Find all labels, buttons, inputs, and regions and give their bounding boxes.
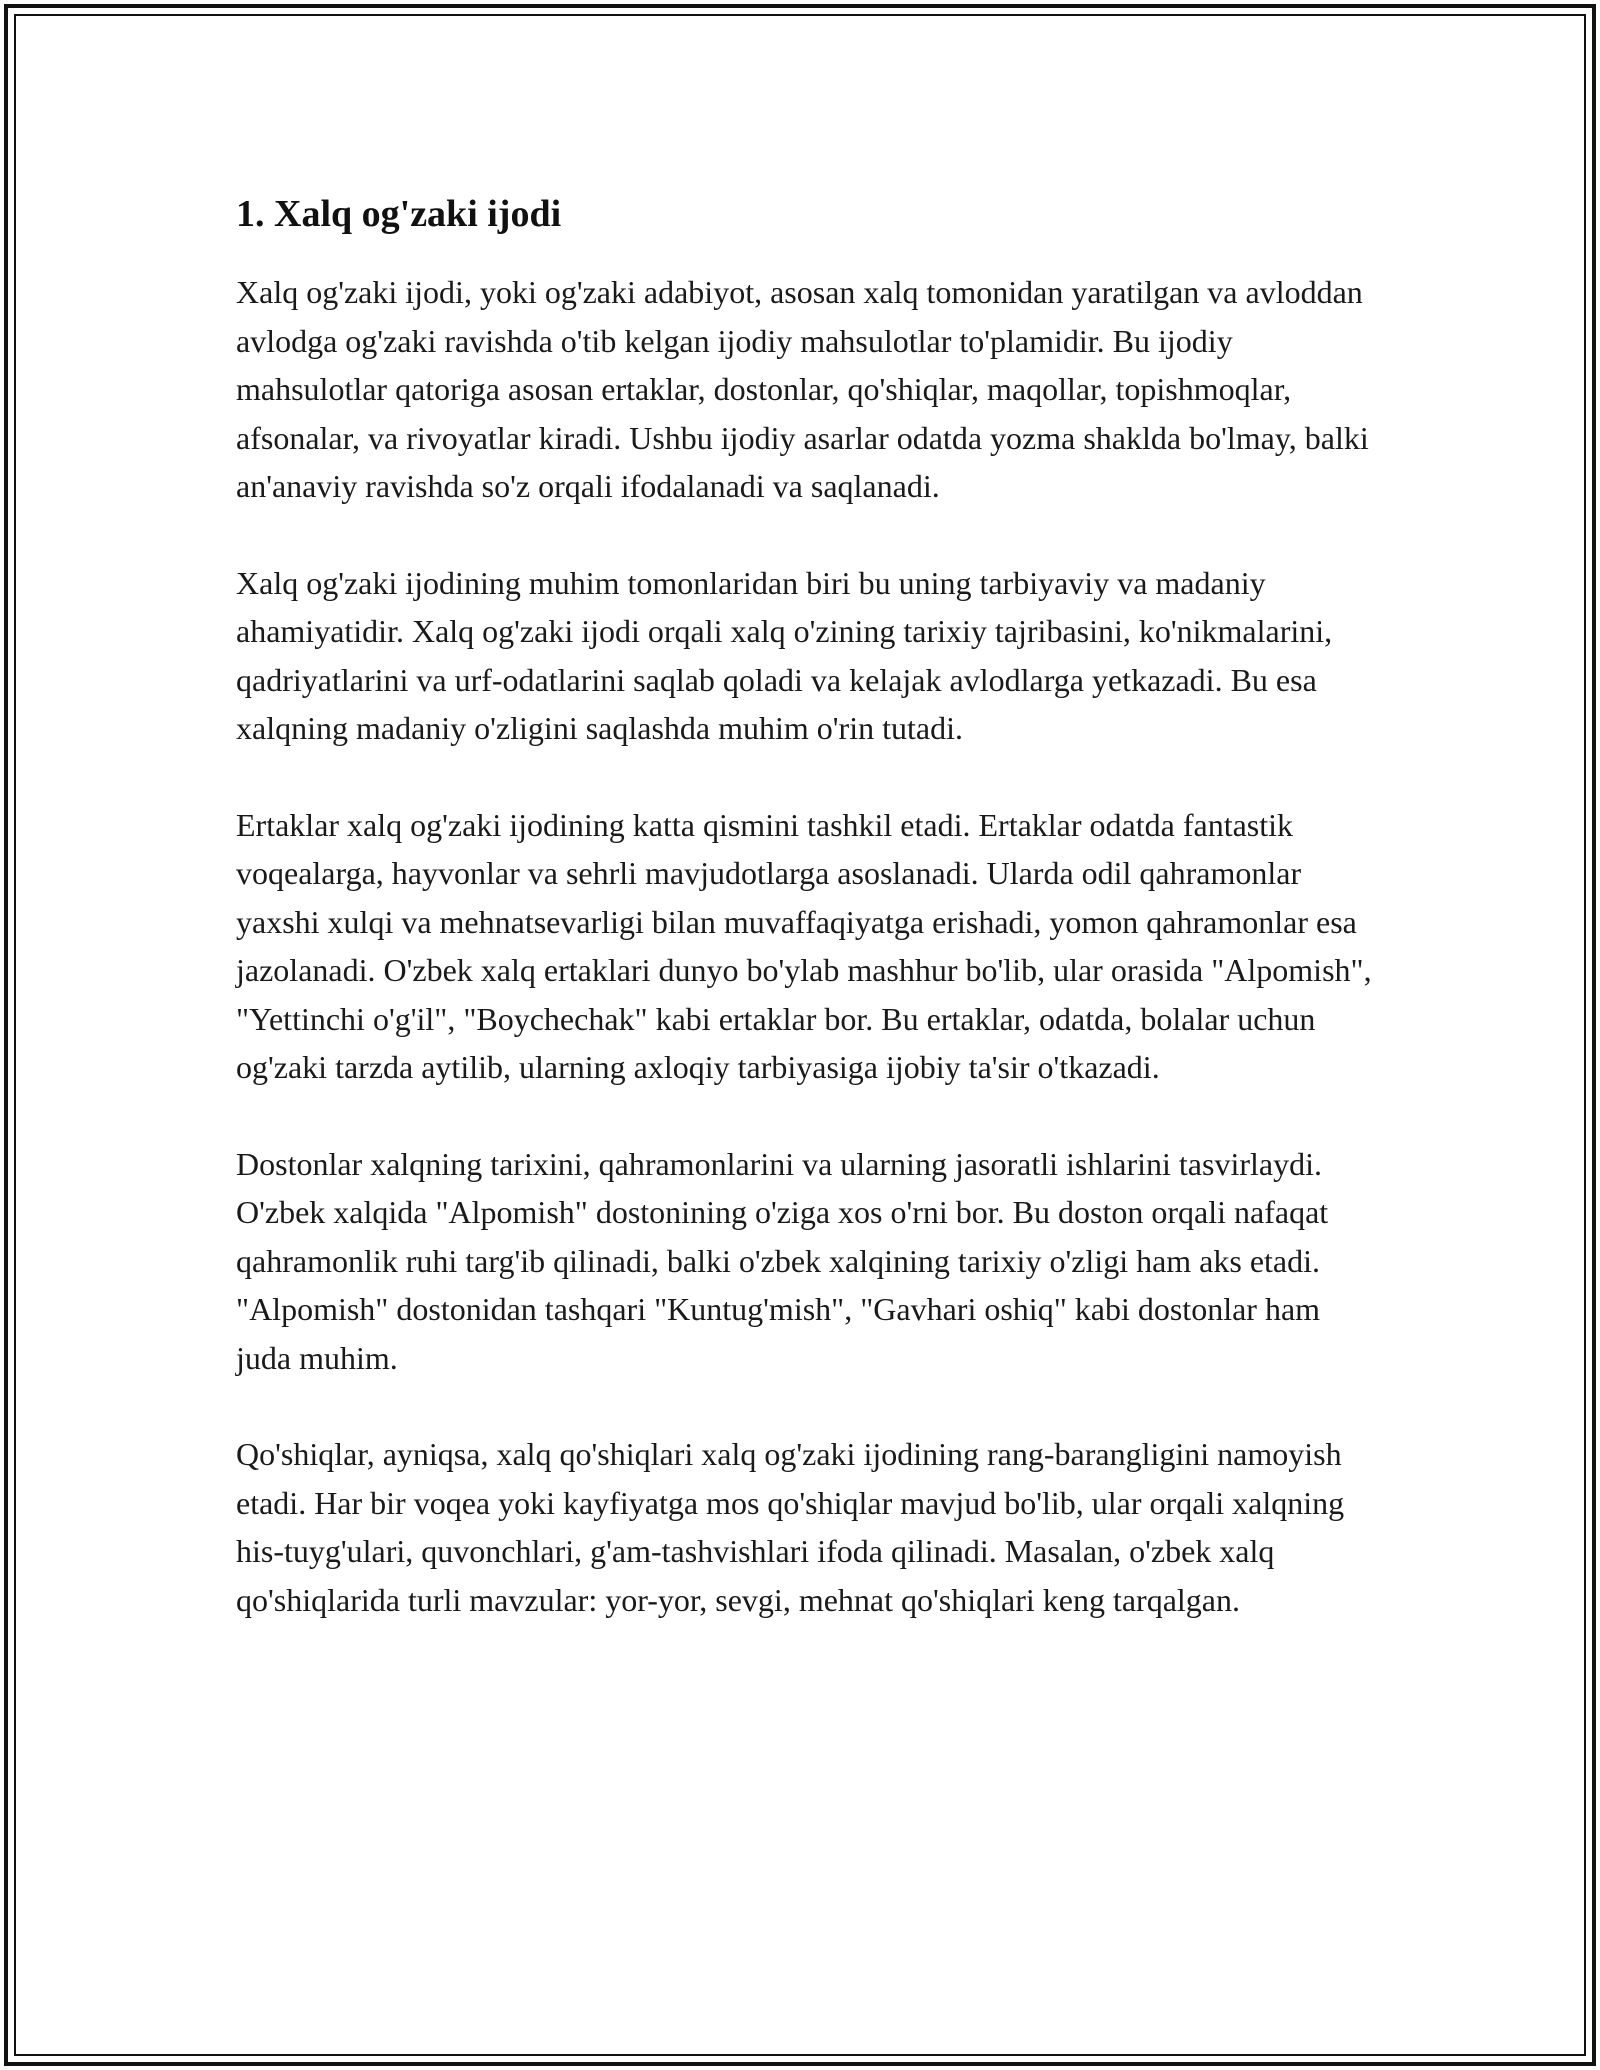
page-title: 1. Xalq og'zaki ijodi: [236, 193, 562, 235]
paragraph-5: Qo'shiqlar, ayniqsa, xalq qo'shiqlari xalq og'zaki ijodining rang-barangligini namoyish etadi. Har bir voqea yoki kayfiyatga mos qo'shiqlar mavjud bo'lib, ular orqali xalqning his-tuyg'ulari, quvonchlari, g'am-tashvishlari ifoda qilinadi. Masalan, o'zbek xalq qo'shiqlarida turli mavzular: yor-yor, sevgi, mehnat qo'shiqlari keng tarqalgan.: [236, 1436, 1345, 1618]
paragraph-3: Ertaklar xalq og'zaki ijodining katta qismini tashkil etadi. Ertaklar odatda fantastik voqealarga, hayvonlar va sehrli mavjudotlarga asoslanadi. Ularda odil qahramonlar yaxshi xulqi va mehnatsevarligi bilan muvaffaqiyatga erishadi, yomon qahramonlar esa jazolanadi. O'zbek xalq ertaklari dunyo bo'ylab mashhur bo'lib, ular orasida "Alpomish", "Yettinchi o'g'il", "Boychechak" kabi ertaklar bor. Bu ertaklar, odatda, bolalar uchun og'zaki tarzda aytilib, ularning axloqiy tarbiyasiga ijobiy ta'sir o'tkazadi.: [236, 806, 1372, 1085]
document-body: [236, 186, 1376, 1672]
paragraph-4: Dostonlar xalqning tarixini, qahramonlarini va ularning jasoratli ishlarini tasvirlaydi. O'zbek xalqida "Alpomish" dostonining o'ziga xos o'rni bor. Bu doston orqali nafaqat qahramonlik ruhi targ'ib qilinadi, balki o'zbek xalqining tarixiy o'zligi ham aks etadi. "Alpomish" dostonidan tashqari "Kuntug'mish", "Gavhari oshiq" kabi dostonlar ham juda muhim.: [236, 1145, 1329, 1376]
paragraph-1: Xalq og'zaki ijodi, yoki og'zaki adabiyot, asosan xalq tomonidan yaratilgan va avloddan avlodga og'zaki ravishda o'tib kelgan ijodiy mahsulotlar to'plamidir. Bu ijodiy mahsulotlar qatoriga asosan ertaklar, dostonlar, qo'shiqlar, maqollar, topishmoqlar, afsonalar, va rivoyatlar kiradi. Ushbu ijodiy asarlar odatda yozma shaklda bo'lmay, balki an'anaviy ravishda so'z orqali ifodalanadi va saqlanadi.: [236, 274, 1369, 504]
paragraph-2: Xalq og'zaki ijodining muhim tomonlaridan biri bu uning tarbiyaviy va madaniy ahamiyatidir. Xalq og'zaki ijodi orqali xalq o'zining tarixiy tajribasini, ko'nikmalarini, qadriyatlarini va urf-odatlarini saqlab qoladi va kelajak avlodlarga yetkazadi. Bu esa xalqning madaniy o'zligini saqlashda muhim o'rin tutadi.: [236, 564, 1333, 746]
